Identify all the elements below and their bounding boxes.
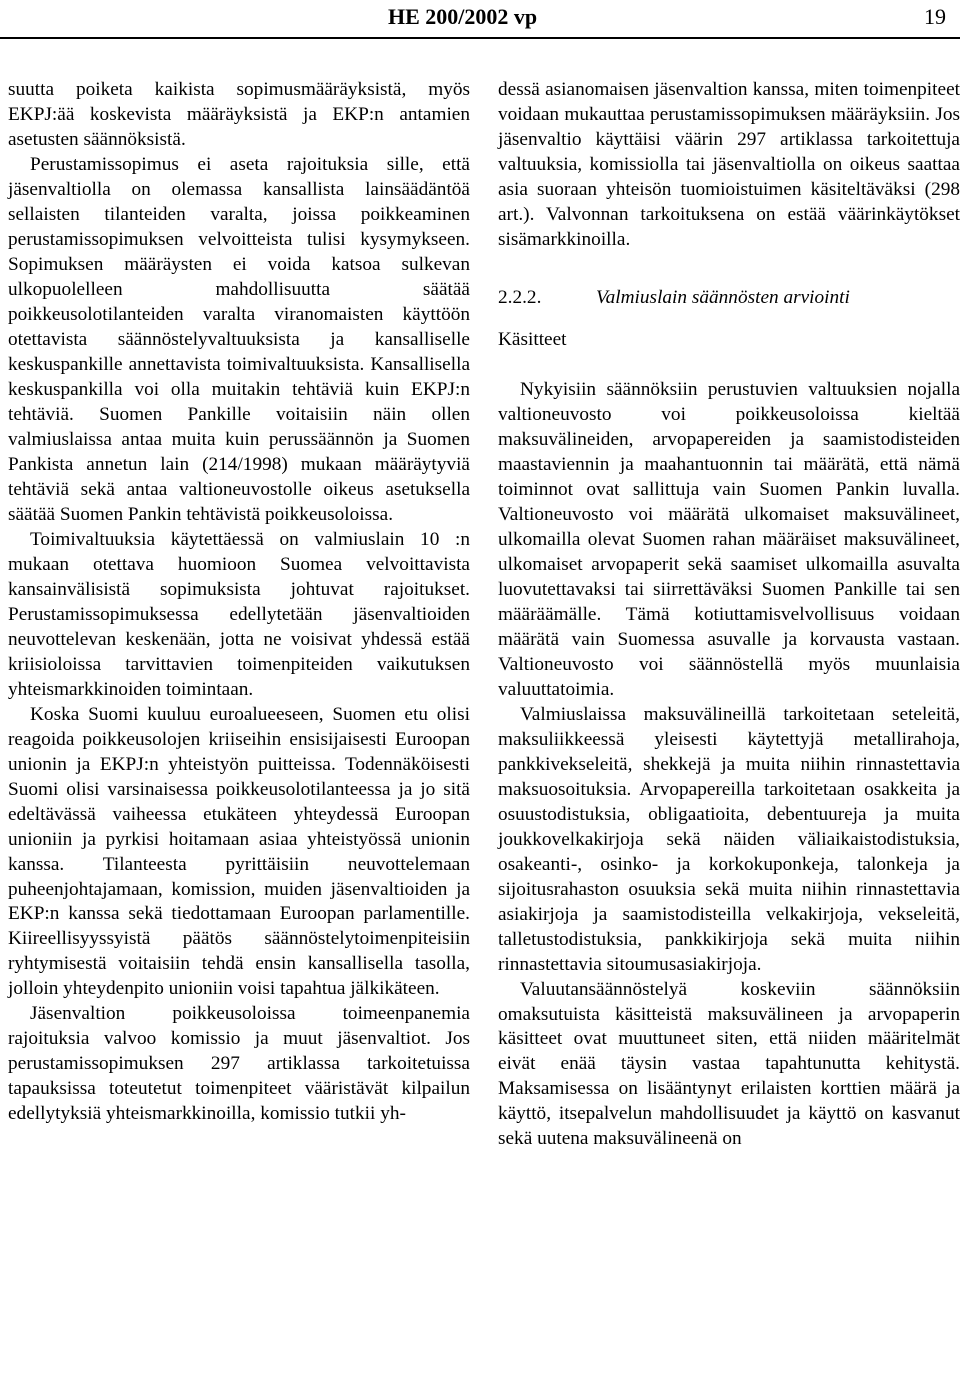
paragraph: Toimivaltuuksia käytettäessä on valmiuslain 10 :n mukaan otettava huomioon Suomea velvoittavista kansainvälisistä sopimuksista johtuvat rajoitukset. Perustamissopimuksessa edellytetään jäsenvaltioiden neuvottelevan keskenään, jotta ne voisivat yhdessä estää kriisioloissa tarvittavien toimenpiteiden vaikutuksen yhteismarkkinoiden toimintaan. bbox=[8, 528, 470, 700]
section-number: 2.2.2. bbox=[498, 286, 542, 308]
left-column bbox=[8, 78, 470, 1127]
section-title: Valmiuslain säännösten arviointi bbox=[596, 286, 850, 308]
paragraph: Jäsenvaltion poikkeusoloissa toimeenpanemia rajoituksia valvoo komissio ja muut jäsenvaltiot. Jos perustamissopimuksen 297 artiklassa tarkoitetuissa tapauksissa toteutetut toimenpiteet vääristävät kilpailun edellytyksiä yhteismarkkinoilla, komissio tutkii yh- bbox=[8, 1003, 470, 1125]
page-header bbox=[0, 0, 960, 40]
paragraph: Koska Suomi kuuluu euroalueeseen, Suomen etu olisi reagoida poikkeusolojen kriiseihin ensisijaisesti Euroopan unionin ja EKPJ:n yhteistyön puitteissa. Todennäköisesti Suomi olisi varsinaisessa poikkeusolotilanteessa ja jo sitä edeltävässä vaiheessa etukäteen yhteydessä Euroopan unioniin ja pyrkisi hoitamaan asiaa yhteistyössä unionin kanssa. Tilanteesta pyrittäisiin neuvottelemaan puheenjohtajamaan, komission, muiden jäsenvaltioiden ja EKP:n kanssa sekä tiedottamaan Euroopan parlamentille. Kiireellisyyssyistä päätös säännöstelytoimenpiteisiin ryhtymisestä voitaisiin tehdä ensin kansallisella tasolla, jolloin yhteydenpito unioniin voisi tapahtua jälkikäteen. bbox=[8, 703, 470, 1000]
paragraph: dessä asianomaisen jäsenvaltion kanssa, miten toimenpiteet voidaan mukauttaa perustamissopimuksen määräyksiin. Jos jäsenvaltio käyttäisi väärin 297 artiklassa tarkoitettuja valtuuksia, komissiolla tai jäsenvaltiolla on oikeus saattaa asia suoraan yhteisön tuomioistuimen käsiteltäväksi (298 art.). Valvonnan tarkoituksena on estää väärinkäytökset sisämarkkinoilla. bbox=[498, 79, 960, 250]
section-heading bbox=[498, 285, 960, 310]
paragraph: Valmiuslaissa maksuvälineillä tarkoitetaan seteleitä, maksuliikkeessä yleisesti käytettyjä metallirahoja, pankkivekseleitä, shekkejä ja muita niihin rinnastettavia maksuosoituksia. Arvopapereilla tarkoitetaan osakkeita ja osuustodistuksia, obligaatioita, debentuureja ja muita joukkovelkakirjoja sekä näiden väliaikaistodistuksia, osakeanti-, osinko- ja korkokuponkeja, talonkeja ja sijoitusrahaston osuuksia sekä muita niihin rinnastettavia asiakirjoja ja saamistodisteilla velkakirjoja, vekseleitä, talletustodistuksia, pankkikirjoja sekä muita niihin rinnastettavia sitoumusasiakirjoja. bbox=[498, 703, 960, 975]
subheading: Käsitteet bbox=[498, 328, 567, 350]
paragraph: Valuutansäännöstelyä koskeviin säännöksiin omaksutuista käsitteistä maksuvälineen ja arvopaperin käsitteet ovat muuttuneet siten, että niiden määritelmät eivät enää täysin vastaa tapahtunutta kehitystä. Maksamisessa on lisääntynyt erilaisten korttien määrä ja käyttö, itsepalvelun mahdollisuudet ja käyttö on kasvanut sekä uutena maksuvälineenä on bbox=[498, 978, 960, 1150]
right-column bbox=[498, 78, 960, 1152]
page-number: 19 bbox=[924, 4, 946, 29]
header-divider bbox=[0, 37, 960, 39]
paragraph: suutta poiketa kaikista sopimusmääräyksistä, myös EKPJ:ää koskevista määräyksistä ja EKP:n antamien asetusten säännöksistä. bbox=[8, 79, 470, 150]
paragraph: Nykyisiin säännöksiin perustuvien valtuuksien nojalla valtioneuvosto voi poikkeusoloissa kieltää maksuvälineiden, arvopapereiden ja saamistodisteiden maastaviennin ja maahantuonnin tai määrätä, että nämä toiminnot ovat sallittuja vain Suomen Pankin luvalla. Valtioneuvosto voi määrätä ulkomaiset maksuvälineet, ulkomailla olevat Suomen rahan määräiset maksuvälineet, ulkomaiset arvopaperit sekä saamiset ulkomailla asuvalta luovutettavaksi tai siirrettäväksi Suomen Pankille tai sen määräämälle. Tämä kotiuttamisvelvollisuus voidaan määrätä vain Suomessa asuvalle ja korvausta vastaan. Valtioneuvosto voi säännöstellä myös muunlaisia valuuttatoimia. bbox=[498, 378, 960, 700]
document-id: HE 200/2002 vp bbox=[388, 4, 538, 29]
paragraph: Perustamissopimus ei aseta rajoituksia sille, että jäsenvaltiolla on olemassa kansallista lainsäädäntöä sellaisten tilanteiden varalta, joissa poikkeaminen perustamissopimuksen velvoitteista tulisi kysymykseen. Sopimuksen määräysten ei voida katsoa sulkevan ulkopuolelleen mahdollisuutta säätää poikkeusolotilanteiden varalta viranomaisten käyttöön otettavista säännöstelyvaltuuksista ja kansalliselle keskuspankille annettavista toimivaltuuksista. Kansallisella keskuspankilla voi olla muitakin tehtäviä kuin EKPJ:n tehtäviä. Suomen Pankille voitaisiin näin ollen valmiuslaissa antaa muita kuin perussäännön ja Suomen Pankista annetun lain (214/1998) mukaan määräytyviä tehtäviä sekä antaa valtioneuvostolle oikeus asetuksella säätää Suomen Pankin tehtävistä poikkeusoloissa. bbox=[8, 153, 470, 525]
